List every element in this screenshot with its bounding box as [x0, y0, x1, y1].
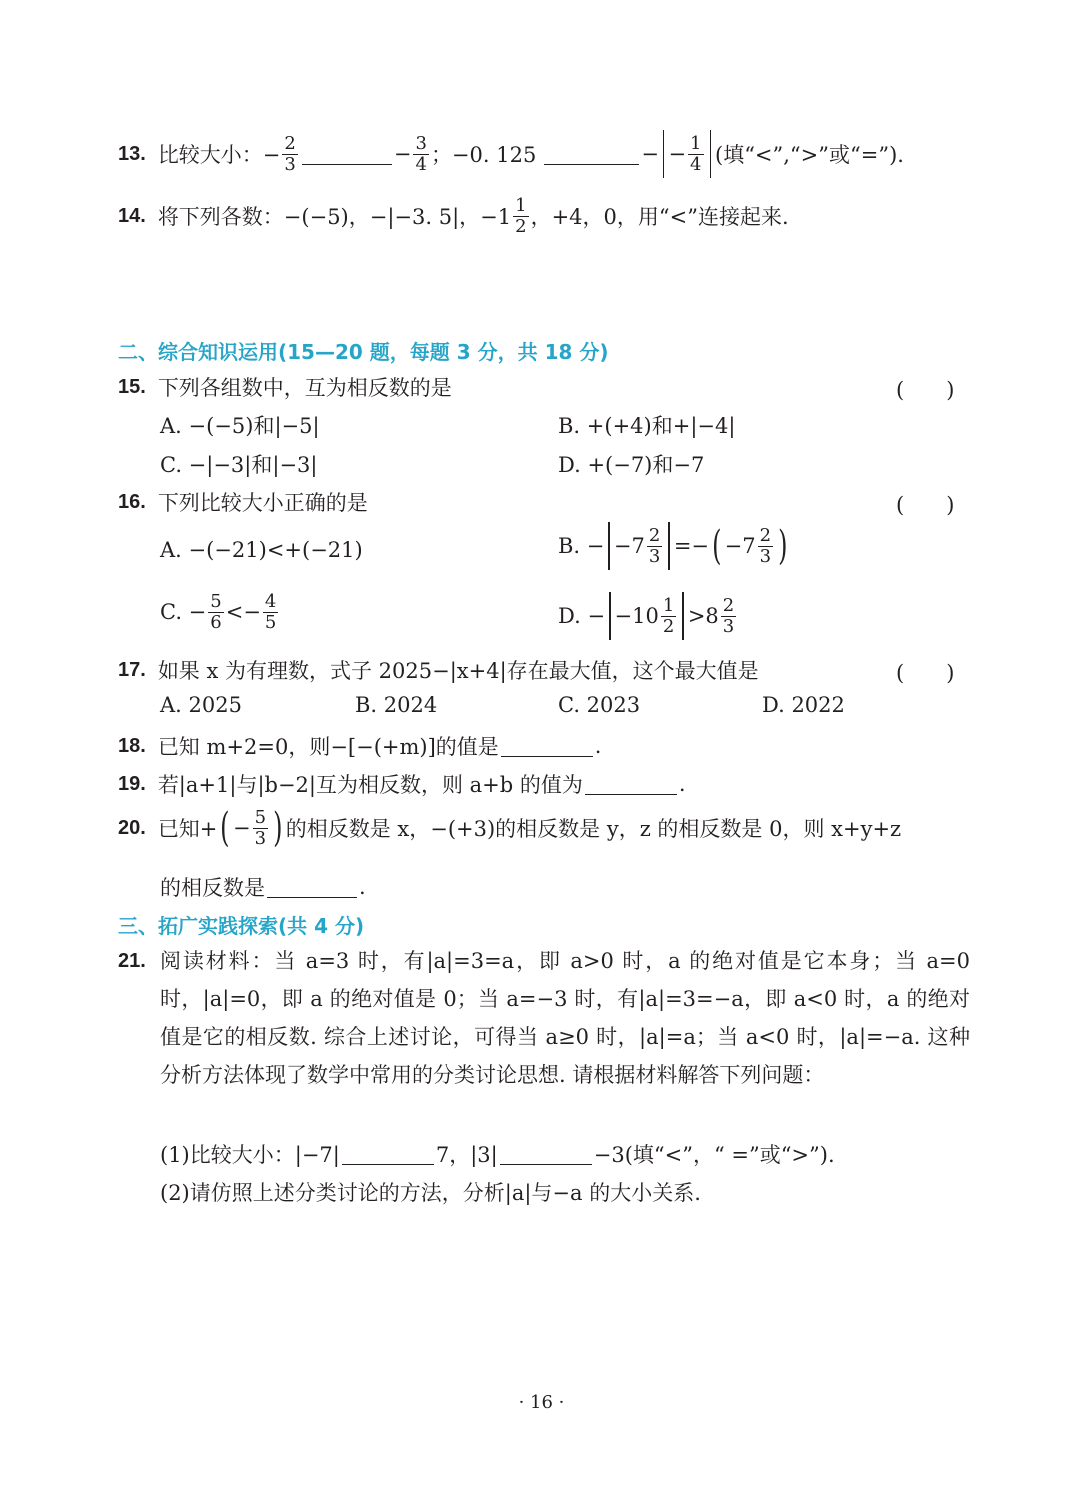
text: 下列比较大小正确的是	[157, 491, 368, 515]
question-number: 20.	[118, 816, 146, 839]
fraction	[758, 526, 773, 567]
text: 已知 m+2=0，则−[−(+m)]的值是	[157, 735, 499, 759]
answer-blank[interactable]	[501, 736, 593, 757]
abs-bar	[609, 592, 611, 640]
text: 7，|3|	[435, 1143, 498, 1167]
fraction	[208, 592, 223, 633]
text: −	[641, 142, 659, 166]
sub-question-2: (2)请仿照上述分类讨论的方法，分析|a|与−a 的大小关系.	[160, 1181, 701, 1205]
abs-bar	[682, 592, 684, 640]
denominator: 2	[515, 215, 527, 237]
fraction	[413, 134, 428, 175]
question-number: 21.	[118, 950, 146, 972]
text: B. −	[558, 534, 605, 558]
numerator: 2	[648, 524, 661, 546]
answer-blank[interactable]	[302, 144, 392, 165]
question-16	[118, 487, 368, 517]
denominator: 3	[254, 827, 267, 849]
numerator: 1	[515, 195, 527, 216]
answer-blank[interactable]	[585, 774, 677, 795]
answer-blank[interactable]	[267, 877, 357, 898]
abs-bar	[663, 130, 665, 178]
numerator: 3	[415, 132, 427, 154]
option-d[interactable]: D. +(−7)和−7	[558, 453, 705, 477]
question-19	[118, 769, 686, 799]
left-paren: (	[712, 523, 722, 569]
text: 已知+	[157, 817, 218, 842]
fraction	[282, 134, 297, 175]
text: ，+4，0，用“<”连接起来.	[530, 205, 789, 230]
answer-blank[interactable]	[342, 1144, 434, 1165]
fraction	[253, 808, 268, 849]
denominator: 4	[690, 153, 702, 175]
fraction	[688, 134, 703, 175]
text: (1)比较大小：|−7|	[160, 1143, 340, 1167]
text: 的相反数是	[160, 876, 265, 900]
text: 比较大小：−	[157, 143, 281, 167]
text: −	[233, 816, 251, 841]
text: .	[359, 875, 366, 899]
question-number: 15.	[118, 375, 146, 398]
abs-bar	[668, 522, 670, 570]
text: 将下列各数：−(−5)，−|−3. 5|，−1	[157, 205, 512, 230]
fraction	[721, 596, 736, 637]
numerator: 5	[210, 591, 222, 612]
abs-bar	[608, 522, 610, 570]
option-c[interactable]: C. −|−3|和|−3|	[160, 453, 318, 477]
denominator: 3	[648, 545, 661, 567]
question-14	[118, 196, 789, 237]
text: 的相反数是 x，−(+3)的相反数是 y，z 的相反数是 0，则 x+y+z	[285, 817, 902, 842]
answer-paren[interactable]: ( )	[896, 661, 955, 685]
denominator: 6	[210, 611, 222, 633]
question-number: 16.	[118, 490, 146, 513]
text: 若|a+1|与|b−2|互为相反数，则 a+b 的值为	[157, 773, 583, 797]
option-d[interactable]	[558, 592, 738, 640]
answer-blank[interactable]	[500, 1144, 592, 1165]
numerator: 5	[254, 807, 267, 828]
denominator: 3	[284, 153, 296, 175]
question-20-cont	[160, 872, 366, 902]
right-paren: )	[778, 523, 788, 569]
text: −	[393, 142, 412, 166]
text: 如果 x 为有理数，式子 2025−|x+4|存在最大值，这个最大值是	[157, 659, 759, 683]
answer-blank[interactable]	[544, 144, 639, 165]
option-b[interactable]	[558, 522, 791, 570]
text: −7	[613, 534, 645, 558]
section-heading: 二、综合知识运用(15—20 题，每题 3 分，共 18 分)	[118, 340, 609, 364]
page-number: · 16 ·	[518, 1392, 565, 1413]
fraction	[513, 196, 528, 237]
denominator: 5	[264, 611, 277, 633]
abs-bar	[710, 130, 712, 178]
question-13	[118, 130, 904, 178]
option-b[interactable]: B. 2024	[355, 693, 438, 717]
text: 下列各组数中，互为相反数的是	[157, 376, 452, 400]
text: −3(填“<”，“ =”或“>”).	[593, 1143, 835, 1167]
denominator: 2	[662, 615, 675, 637]
question-15	[118, 372, 452, 402]
text: .	[594, 734, 602, 758]
text: C. −	[160, 600, 207, 625]
numerator: 2	[759, 524, 772, 546]
question-number: 19.	[118, 772, 146, 795]
numerator: 4	[264, 591, 277, 612]
question-number: 17.	[118, 658, 146, 681]
answer-paren[interactable]: ( )	[896, 493, 955, 517]
question-21-number	[118, 950, 158, 973]
text: −	[668, 142, 687, 166]
question-20	[118, 805, 902, 852]
option-d[interactable]: D. 2022	[762, 693, 845, 717]
text: .	[678, 772, 686, 796]
question-number: 14.	[118, 204, 146, 227]
numerator: 1	[662, 594, 675, 616]
right-paren: )	[273, 805, 283, 852]
denominator: 3	[759, 545, 772, 567]
numerator: 2	[722, 594, 735, 616]
option-a[interactable]: A. −(−21)<+(−21)	[160, 538, 363, 562]
fraction	[661, 596, 676, 637]
numerator: 1	[690, 132, 702, 154]
question-number: 13.	[118, 142, 146, 165]
reading-material: 阅读材料：当 a=3 时，有|a|=3=a，即 a>0 时，a 的绝对值是它本身；当 a=0 时，|a|=0，即 a 的绝对值是 0；当 a=−3 时，有|a|=3=−a，即 a<0 时，a 的绝对值是它的相反数. 综合上述讨论，可得当 a≥0 时，|a|=a；当 a<0 时，|a|=−a. 这种分析方法体现了数学中常用的分类讨论思想. 请根据材料解答下列问题：	[160, 949, 970, 1087]
text: =−	[673, 534, 710, 558]
fraction	[263, 592, 278, 633]
option-a[interactable]: A. −(−5)和|−5|	[160, 414, 320, 438]
option-b[interactable]: B. +(+4)和+|−4|	[558, 414, 736, 438]
answer-paren[interactable]: ( )	[896, 378, 955, 402]
text: <−	[225, 600, 261, 625]
text: >8	[687, 604, 719, 628]
denominator: 3	[722, 615, 735, 637]
sub-question-1	[160, 1139, 835, 1169]
left-paren: (	[220, 805, 230, 852]
text: D. −	[558, 604, 606, 628]
numerator: 2	[284, 132, 296, 154]
option-c[interactable]: C. 2023	[558, 693, 641, 717]
text: −7	[724, 534, 756, 558]
denominator: 4	[415, 153, 427, 175]
question-number: 18.	[118, 734, 146, 757]
question-17	[118, 655, 759, 685]
section-heading: 三、拓广实践探索(共 4 分)	[118, 914, 365, 938]
text: −10	[614, 604, 659, 628]
text: ；−0. 125	[430, 143, 537, 167]
fraction	[647, 526, 662, 567]
option-a[interactable]: A. 2025	[160, 693, 242, 717]
text: (填“<”,“>”或“=”).	[715, 143, 904, 167]
option-c[interactable]	[160, 592, 280, 633]
question-18	[118, 731, 601, 761]
